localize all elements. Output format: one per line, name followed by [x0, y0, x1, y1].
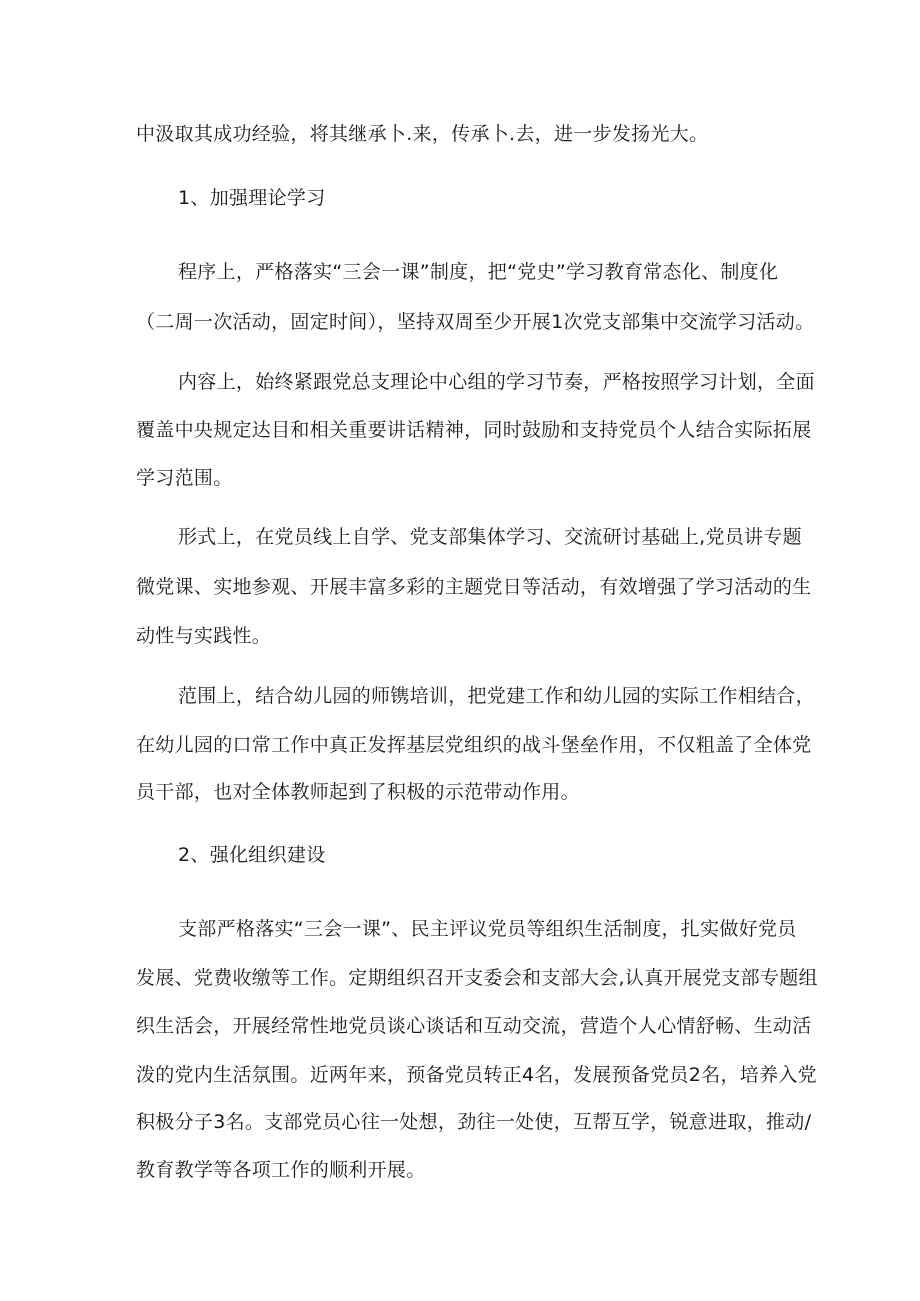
- section-1-para-1-line-1: 程序上，严格落实“三会一课”制度，把“党史”学习教育常态化、制度化: [178, 261, 779, 283]
- section-2-para-1-line-1: 支部严格落实“三会一课”、民主评议党员等组织生活制度，扎实做好党员: [178, 918, 797, 940]
- section-1-para-2-line-1: 内容上，始终紧跟党总支理论中心组的学习节奏，严格按照学习计划，全面: [178, 371, 815, 393]
- section-1-heading: 1、加强理论学习: [178, 187, 326, 209]
- section-2-para-1-line-2: 发展、党费收缴等工作。定期组织召开支委会和支部大会,认真开展党支部专题组: [136, 967, 818, 989]
- section-1-para-4-line-3: 员干部，也对全体教师起到了积极的示范带动作用。: [136, 781, 580, 803]
- section-2-para-1-line-5: 积极分子3名。支部党员心往一处想，劲往一处使，互帮互学，锐意进取，推动/: [136, 1111, 812, 1133]
- section-1-para-3-line-2: 微党课、实地参观、开展丰富多彩的主题党日等活动，有效增强了学习活动的生: [136, 576, 812, 598]
- section-2-para-1-line-4: 泼的党内生活氛围。近两年来，预备党员转正4名，发展预备党员2名，培养入党: [136, 1064, 817, 1086]
- section-1-para-2-line-2: 覆盖中央规定达目和相关重要讲话精神，同时鼓励和支持党员个人结合实际拓展: [136, 419, 812, 441]
- section-1-para-2-line-3: 学习范围。: [136, 467, 233, 489]
- section-1-para-4-line-1: 范围上，结合幼儿园的师镌培训，把党建工作和幼儿园的实际工作相结合，: [178, 685, 815, 707]
- section-2-para-1-line-3: 织生活会，开展经常性地党员谈心谈话和互动交流，营造个人心情舒畅、生动活: [136, 1015, 812, 1037]
- section-1-para-3-line-3: 动性与实践性。: [136, 625, 272, 647]
- section-1-para-4-line-2: 在幼儿园的口常工作中真正发挥基层党组织的战斗堡垒作用，不仅粗盖了全体党: [136, 734, 812, 756]
- section-1-para-1-line-2: （二周一次活动，固定时间），坚持双周至少开展1次党支部集中交流学习活动。: [136, 311, 815, 333]
- section-2-para-1-line-6: 教育教学等各项工作的顺利开展。: [136, 1159, 426, 1181]
- section-2-heading: 2、强化组织建设: [178, 844, 326, 866]
- intro-tail-line: 中汲取其成功经验，将其继承卜.来，传承卜.去，进一步发扬光大。: [136, 123, 709, 145]
- section-1-para-3-line-1: 形式上，在党员线上自学、党支部集体学习、交流研讨基础上,党员讲专题: [178, 526, 802, 548]
